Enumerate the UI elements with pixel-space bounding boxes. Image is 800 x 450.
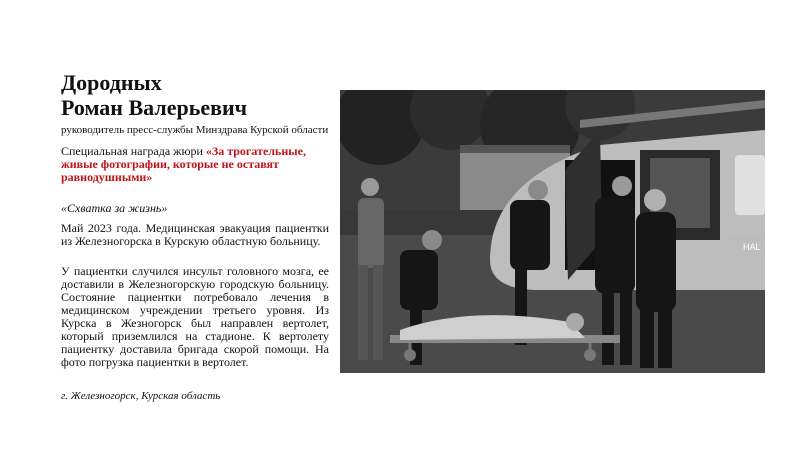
award-prefix: Специальная награда жюри	[61, 144, 206, 158]
description-paragraph-1: Май 2023 года. Медицинская эвакуация пациентки из Железногорска в Курскую областную больницу.	[61, 221, 329, 248]
award-text	[61, 145, 329, 184]
photo	[340, 90, 765, 373]
work-title: «Схватка за жизнь»	[61, 201, 168, 215]
location: г. Железногорск, Курская область	[61, 390, 221, 402]
author-given-name: Роман Валерьевич	[61, 95, 248, 120]
photo-illustration	[340, 90, 765, 373]
author-surname: Дородных	[61, 70, 162, 95]
author-block	[61, 70, 329, 184]
helicopter-marking: HAL	[743, 242, 761, 252]
author-role: руководитель пресс-службы Минздрава Курской области	[61, 124, 329, 136]
description-paragraph-2: У пациентки случился инсульт головного мозга, ее доставили в Железногорскую городскую больницу. Состояние пациентки потребовало лечения в медицинском учреждении третьего уровня. Из Курска в Жезногорск был направлен вертолет, который приземлился на стадионе. К вертолету пациентку доставила бригада скорой помощи. На фото погрузка пациентки в вертолет.	[61, 264, 329, 369]
award-quote: «За трогательные, живые фотографии, которые не оставят равнодушными»	[61, 144, 306, 184]
